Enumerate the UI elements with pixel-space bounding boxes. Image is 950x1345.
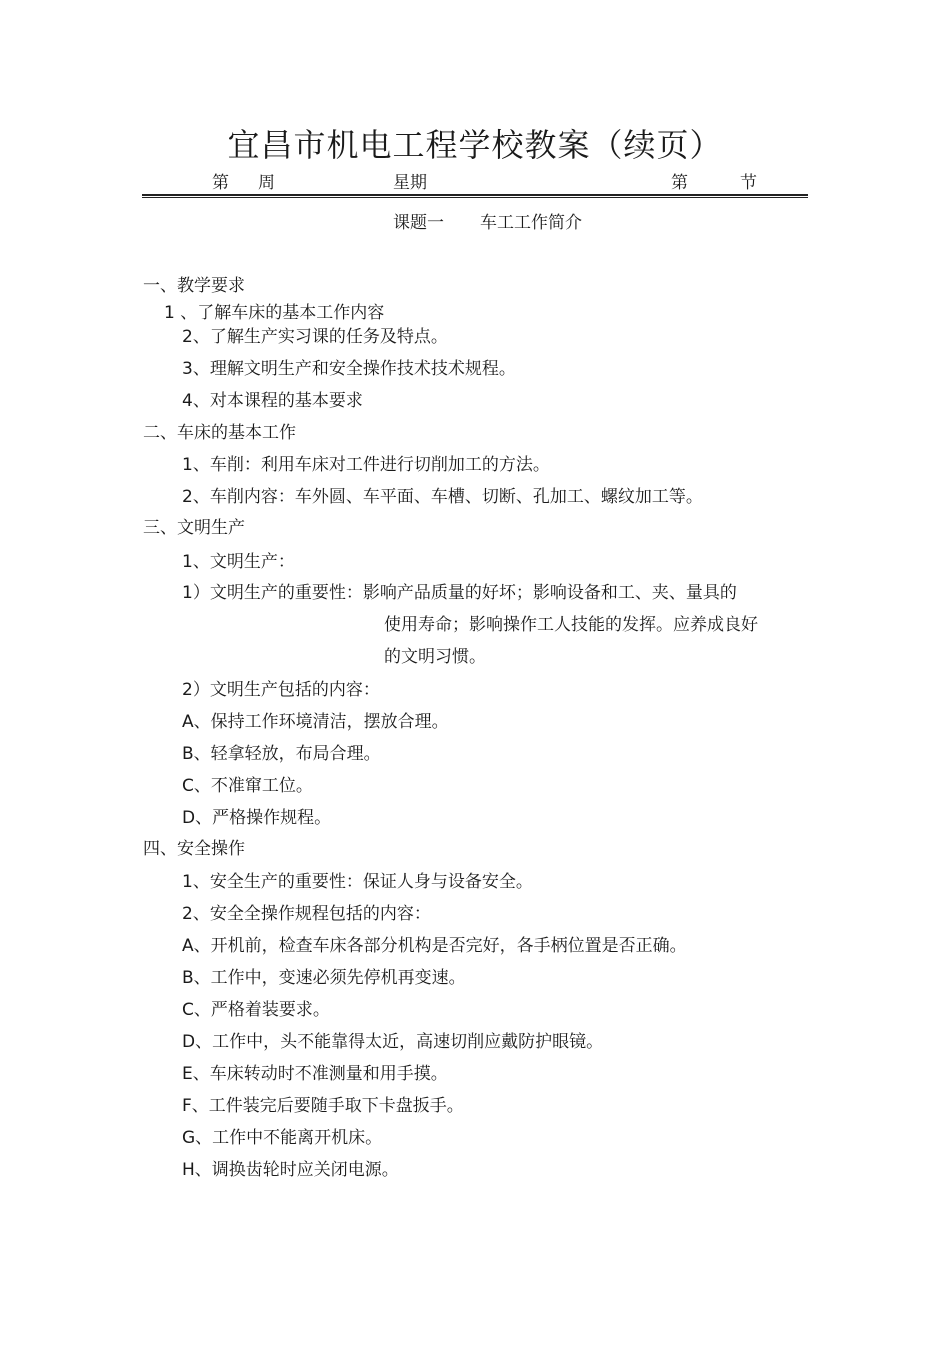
- section-heading: 三、文明生产: [143, 518, 245, 538]
- week-label-zhou: 周: [258, 173, 275, 193]
- list-item: 1 、了解车床的基本工作内容: [164, 303, 385, 323]
- list-item: G、工作中不能离开机床。: [182, 1128, 383, 1148]
- list-item: C、严格着装要求。: [182, 1000, 330, 1020]
- section-heading: 一、教学要求: [143, 276, 245, 296]
- list-item: F、工件装完后要随手取下卡盘扳手。: [182, 1096, 464, 1116]
- list-item: C、不准窜工位。: [182, 776, 313, 796]
- list-item: 1、安全生产的重要性：保证人身与设备安全。: [182, 872, 533, 892]
- list-item: E、车床转动时不准测量和用手摸。: [182, 1064, 448, 1084]
- list-item: 2、车削内容：车外圆、车平面、车槽、切断、孔加工、螺纹加工等。: [182, 487, 703, 507]
- list-item: A、保持工作环境清洁，摆放合理。: [182, 712, 449, 732]
- list-item-continuation: 的文明习惯。: [384, 647, 486, 667]
- header-rule-thick: [142, 194, 808, 196]
- list-item: H、调换齿轮时应关闭电源。: [182, 1160, 399, 1180]
- list-item: D、严格操作规程。: [182, 808, 332, 828]
- section-heading: 四、安全操作: [143, 839, 245, 859]
- topic-name: 车工工作简介: [480, 213, 582, 233]
- section-label-di: 第: [671, 173, 688, 193]
- topic-number: 课题一: [393, 213, 444, 233]
- list-item: D、工作中，头不能靠得太近，高速切削应戴防护眼镜。: [182, 1032, 604, 1052]
- list-item: 1、车削：利用车床对工件进行切削加工的方法。: [182, 455, 550, 475]
- list-item-continuation: 使用寿命；影响操作工人技能的发挥。应养成良好: [384, 615, 758, 635]
- list-item: A、开机前，检查车床各部分机构是否完好，各手柄位置是否正确。: [182, 936, 687, 956]
- week-label-di: 第: [212, 173, 229, 193]
- header-rule-thin: [142, 197, 808, 198]
- list-item: 4、对本课程的基本要求: [182, 391, 363, 411]
- list-item: 3、理解文明生产和安全操作技术技术规程。: [182, 359, 516, 379]
- list-item: B、工作中，变速必须先停机再变速。: [182, 968, 466, 988]
- list-item: 1）文明生产的重要性：影响产品质量的好坏；影响设备和工、夹、量具的: [182, 583, 737, 603]
- list-item: B、轻拿轻放，布局合理。: [182, 744, 381, 764]
- section-heading: 二、车床的基本工作: [143, 423, 296, 443]
- list-item: 2、了解生产实习课的任务及特点。: [182, 327, 448, 347]
- list-item: 2、安全全操作规程包括的内容：: [182, 904, 431, 924]
- list-item: 1、文明生产：: [182, 552, 295, 572]
- section-label-jie: 节: [740, 173, 757, 193]
- list-item: 2）文明生产包括的内容：: [182, 680, 380, 700]
- weekday-label: 星期: [393, 173, 427, 193]
- document-title: 宜昌市机电工程学校教案（续页）: [227, 126, 723, 164]
